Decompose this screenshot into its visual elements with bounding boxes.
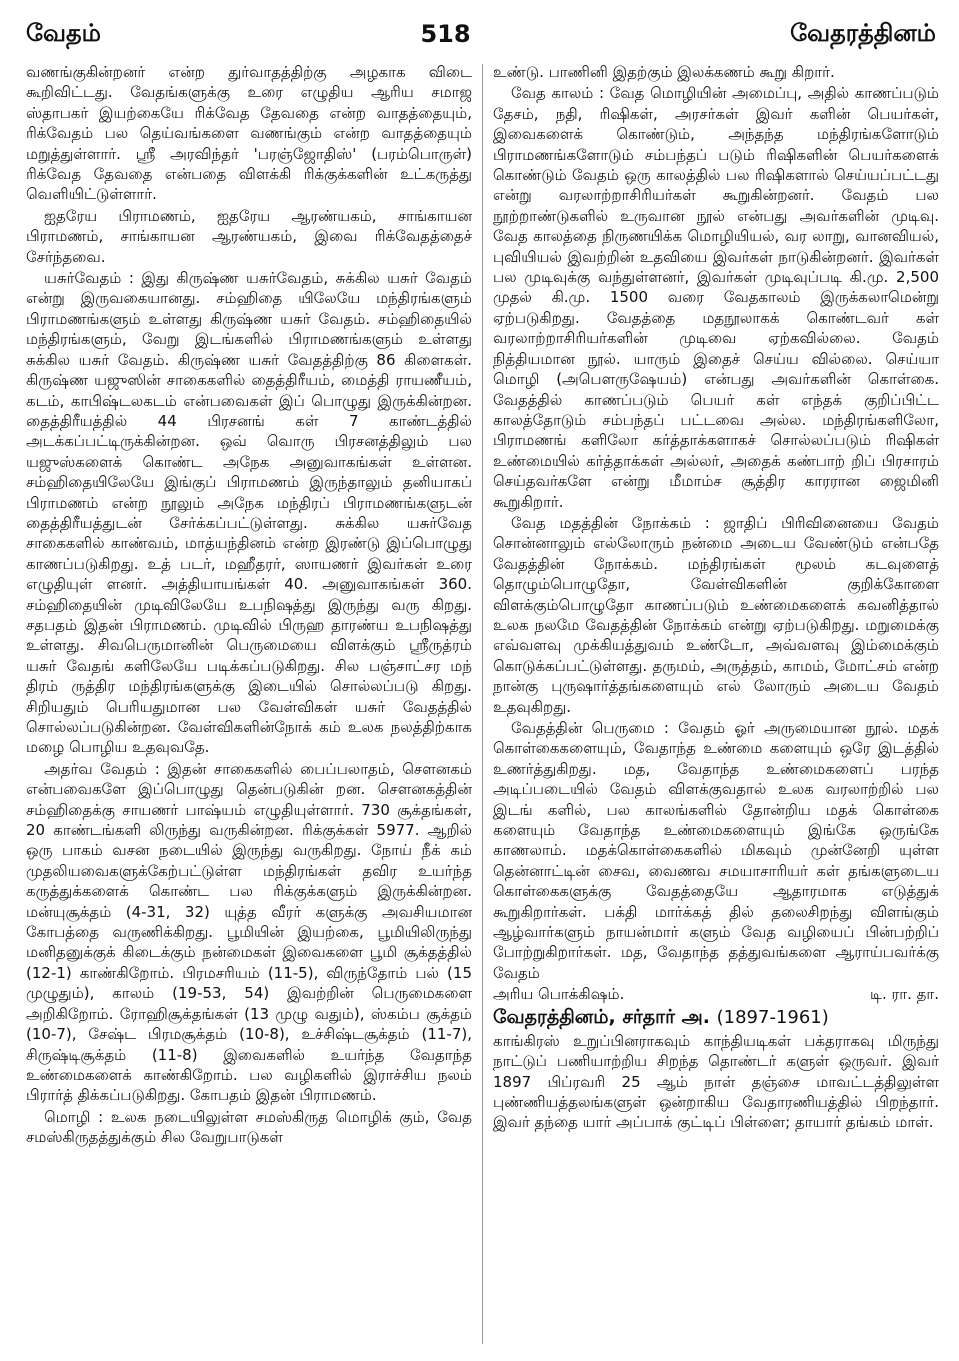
signature-text: அரிய பொக்கிஷம். xyxy=(493,985,625,1004)
entry-title: வேதரத்தினம், சர்தார் அ. xyxy=(493,1005,710,1028)
paragraph: ஐதரேய பிராமணம், ஐதரேய ஆரண்யகம், சாங்காயன பிராமணம், சாங்காயன ஆரண்யகம், இவை ரிக்வேதத்தைச் சேர்ந்தவை. xyxy=(26,206,472,266)
paragraph: வேத மதத்தின் நோக்கம் : ஜாதிப் பிரிவினையை வேதம் சொன்னாலும் எல்லோரும் நன்மை அடைய வேண்டும் என்பதே வேதத்தின் நோக்கம். மந்திரங்கள் மூலம் கடவுளைத் தொழும்பொழுதோ, வேள்விகளின் குறிக்கோளை விளக்கும்பொழுதோ காணப்படும் உண்மைகளைக் கவனித்தால் உலக நலமே வேதத்தின் நோக்கம் என்று ஏற்படுகிறது. மறுமைக்கு எவ்வளவு முக்கியத்துவம் உண்டோ, அவ்வளவு இம்மைக்கும் கொடுக்கப்பட்டுள்ளது. தருமம், அருத்தம், காமம், மோட்சம் என்ற நான்கு புருஷார்த்தங்களையும் எல் லோரும் அடைய வேதம் உதவுகிறது. xyxy=(493,513,939,716)
header-left-keyword: வேதம் xyxy=(26,18,101,47)
paragraph: வணங்குகின்றனர் என்ற துர்வாதத்திற்கு அழகாக விடை கூறிவிட்டது. வேதங்களுக்கு உரை எழுதிய ஆரிய சமாஜ ஸ்தாபகர் இயற்கையே ரிக்வேத தேவதை என்ற வாதத்தையும், ரிக்வேதம் பல தெய்வங்களை வணங்கும் என்ற வாதத்தையும் மறுத்துள்ளார். ஸ்ரீ அரவிந்தர் 'பரஞ்ஜோதிஸ்' (பரம்பொருள்) ரிக்வேத தேவதை என்பதை விளக்கி ரிக்குக்களின் உட்கருத்து வெளியிட்டுள்ளார். xyxy=(26,63,472,204)
header-right-keyword: வேதரத்தினம் xyxy=(790,18,936,47)
left-column xyxy=(26,62,472,1352)
paragraph: வேத காலம் : வேத மொழியின் அமைப்பு, அதில் காணப்படும் தேசம், நதி, ரிஷிகள், அரசர்கள் இவர் களின் பெயர்கள், இவைகளைக் கொண்டும், அந்தந்த மந்திரங்களோடும் பிராமணங்களோடும் சம்பந்தப் படும் ரிஷிகளின் பெயர்களைக் கொண்டும் வேதம் ஒரு காலத்தில் பல ரிஷிகளால் செய்யப்பட்டது என்று வரலாற்றாசிரியர்கள் கூறுகின்றனர். வேதம் பல நூற்றாண்டுகளில் உருவான நூல் என்பது அவர்களின் முடிவு. வேத காலத்தை நிருணயிக்க மொழியியல், வர லாறு, வானவியல், புவியியல் இவற்றின் உதவியை இவர்கள் நாடுகின்றனர். இவர்கள் பல முடிவுக்கு வந்துள்ளனர், இவர்கள் முடிவுப்படி கி.மு. 2,500 முதல் கி.மு. 1500 வரை வேதகாலம் இருக்கலாமென்று ஏற்படுகிறது. வேதத்தை மதநூலாகக் கொண்டவர் கள் வரலாற்றாசிரியர்களின் முடிவை ஏற்கவில்லை. வேதம் நித்தியமான நூல். யாரும் இதைச் செய்ய வில்லை. செய்யா மொழி (அபௌருஷேயம்) என்பது அவர்களின் கொள்கை. வேதத்தில் காணப்படும் பெயர் கள் எந்தக் குறிப்பிட்ட காலத்தோடும் சம்பந்தப் பட்டவை அல்ல. மந்திரங்களிலோ, பிராமணங் களிலோ கர்த்தாக்களாகச் சொல்லப்படும் ரிஷிகள் உண்மையில் கர்த்தாக்கள் அல்லர், அதைக் கண்பாற் றிப் பிரசாரம் செய்தவர்களே என்று மீமாம்ச சூத்திர காரரான ஜைமினி கூறுகிறார். xyxy=(493,84,939,511)
entry-heading xyxy=(493,1005,939,1030)
page-number: 518 xyxy=(420,20,471,48)
right-column xyxy=(493,62,939,1352)
column-divider xyxy=(482,64,483,1344)
paragraph: காங்கிரஸ் உறுப்பினராகவும் காந்தியடிகள் பக்தராகவு மிருந்து நாட்டுப் பணியாற்றிய சிறந்த தொண்டர் களுள் ஒருவர். இவர் 1897 பிப்ரவரி 25 ஆம் நாள் தஞ்சை மாவட்டத்திலுள்ள புண்ணியத்தலங்களுள் ஒன்றாகிய வேதாரணியத்தில் பிறந்தார். இவர் தந்தை யார் அப்பாக் குட்டிப் பிள்ளை; தாயார் தங்கம் மாள். xyxy=(493,1031,939,1132)
signature-line xyxy=(493,984,939,1004)
paragraph: உண்டு. பாணினி இதற்கும் இலக்கணம் கூறு கிறார். xyxy=(493,63,835,81)
paragraph: அதர்வ வேதம் : இதன் சாகைகளில் பைப்பலாதம், சௌனகம் என்பவைகளே இப்பொழுது தென்படுகின் றன. சௌனகத்தின் சம்ஹிதைக்கு சாயணர் பாஷ்யம் எழுதியுள்ளார். 730 சூக்தங்கள், 20 காண்டங்களி லிருந்து வருகின்றன. ரிக்குக்கள் 5977. ஆறில் ஒரு பாகம் வசன நடையில் இருந்து வருகிறது. நோய் நீக் கம் முதலியவைகளுக்கேற்பட்டுள்ள மந்திரங்கள் தவிர உயர்ந்த கருத்துக்களைக் கொண்ட பல ரிக்குக்களும் இருக்கின்றன. மன்யுசூக்தம் (4-31, 32) யுத்த வீரர் களுக்கு அவசியமான கோபத்தை வருணிக்கிறது. பூமியின் இயற்கை, பூமியிலிருந்து மனிதனுக்குக் கிடைக்கும் நன்மைகள் இவைகளை பூமி சூக்தத்தில் (12-1) காண்கிறோம். பிரமசரியம் (11-5), விருந்தோம் பல் (15 முழுதும்), காலம் (19-53, 54) இவற்றின் பெருமைகளை அறிகிறோம். ரோஹிசூக்தங்கள் (13 முழு வதும்), ஸ்கம்ப சூக்தம் (10-7), சேஷ்ட பிரமசூக்தம் (10-8), உச்சிஷ்டசூக்தம் (11-7), சிருஷ்டிசூக்தம் (11-8) இவைகளில் உயர்ந்த வேதாந்த உண்மைகளைக் காண்கிறோம். பல வழிகளில் இராச்சிய நலம் பிரார்த் திக்கப்படுகிறது. கோபதம் இதன் பிராமணம். xyxy=(26,759,472,1105)
entry-dates: (1897-1961) xyxy=(716,1006,829,1028)
page-header xyxy=(26,14,936,54)
paragraph: மொழி : உலக நடையிலுள்ள சமஸ்கிருத மொழிக் கும், வேத சமஸ்கிருதத்துக்கும் சில வேறுபாடுகள் xyxy=(26,1107,472,1147)
paragraph: வேதத்தின் பெருமை : வேதம் ஓர் அருமையான நூல். மதக் கொள்கைகளையும், வேதாந்த உண்மை களையும் ஒரே இடத்தில் உணர்த்துகிறது. மத, வேதாந்த உண்மைகளைப் பரந்த அடிப்படையில் வேதம் விளக்குவதால் உலக வரலாற்றில் பல இடங் களில், பல காலங்களில் தோன்றிய மதக் கொள்கை களையும் வேதாந்த உண்மைகளையும் இங்கே ஒருங்கே காணலாம். மதக்கொள்கைகளில் மிகவும் முன்னேறி யுள்ள தென்னாட்டின் சைவ, வைணவ சமயாசாரியர் கள் தங்களுடைய கொள்கைகளுக்கு வேதத்தையே ஆதாரமாக எடுத்துக் கூறுகிறார்கள். பக்தி மார்க்கத் தில் தலைசிறந்து விளங்கும் ஆழ்வார்களும் நாயன்மார் களும் வேத வழியைப் பின்பற்றிப் போற்றுகிறார்கள். மத, வேதாந்த தத்துவங்களை ஆராய்பவர்க்கு வேதம் xyxy=(493,719,939,982)
paragraph: யசுர்வேதம் : இது கிருஷ்ண யசுர்வேதம், சுக்கில யசுர் வேதம் என்று இருவகையானது. சம்ஹிதை யிலேயே மந்திரங்களும் பிராமணங்களும் உள்ளது கிருஷ்ண யசுர் வேதம். சம்ஹிதையில் மந்திரங்களும், வேறு இடங்களில் பிராமணங்களும் உள்ளது சுக்கில யசுர் வேதம். கிருஷ்ண யசுர் வேதத்திற்கு 86 கிளைகள். கிருஷ்ண யஜுஸின் சாகைகளில் தைத்திரீயம், மைத்தி ராயணீயம், கடம், காபிஷ்டலகடம் என்பவைகள் இப் பொழுது இருக்கின்றன. தைத்திரீயத்தில் 44 பிரசனங் கள் 7 காண்டத்தில் அடக்கப்பட்டிருக்கின்றன. ஒவ் வொரு பிரசனத்திலும் பல யஜுஸ்களைக் கொண்ட அநேக அனுவாகங்கள் உள்ளன. சம்ஹிதையிலேயே இங்குப் பிராமணம் இருந்தாலும் தனியாகப் பிராமணம் என்ற நூலும் அநேக மந்திரப் பிராமணங்களுடன் தைத்திரீயத்துடன் சேர்க்கப்பட்டுள்ளது. சுக்கில யசுர்வேத சாகைகளில் காண்வம், மாத்யந்தினம் என்ற இரண்டு இப்பொழுது காணப்படுகிறது. உத் படர், மஹீதரர், ஸாயணர் இவர்கள் உரை எழுதியுள் ளனர். அத்தியாயங்கள் 40. அனுவாகங்கள் 360. சம்ஹிதையின் முடிவிலேயே உபநிஷத்து இருந்து வரு கிறது. சதபதம் இதன் பிராமணம். முடிவில் பிருஹ தாரண்ய உபநிஷத்து உள்ளது. சிவபெருமானின் பெருமையை விளக்கும் ஸ்ரீருத்ரம் யசுர் வேதங் களிலேயே படிக்கப்படுகிறது. சில பஞ்சாட்சர மந் திரம் ருத்திர மந்திரங்களுக்கு இடையில் சொல்லப்படு கிறது. சிறியதும் பெரியதுமான பல வேள்விகள் யசுர் வேதத்தில் சொல்லப்படுகின்றன. வேள்விகளின்நோக் கம் உலக நலத்திற்காக மழை பொழிய உதவுவதே. xyxy=(26,269,472,757)
author-initials: டி. ரா. தா. xyxy=(870,985,939,1004)
